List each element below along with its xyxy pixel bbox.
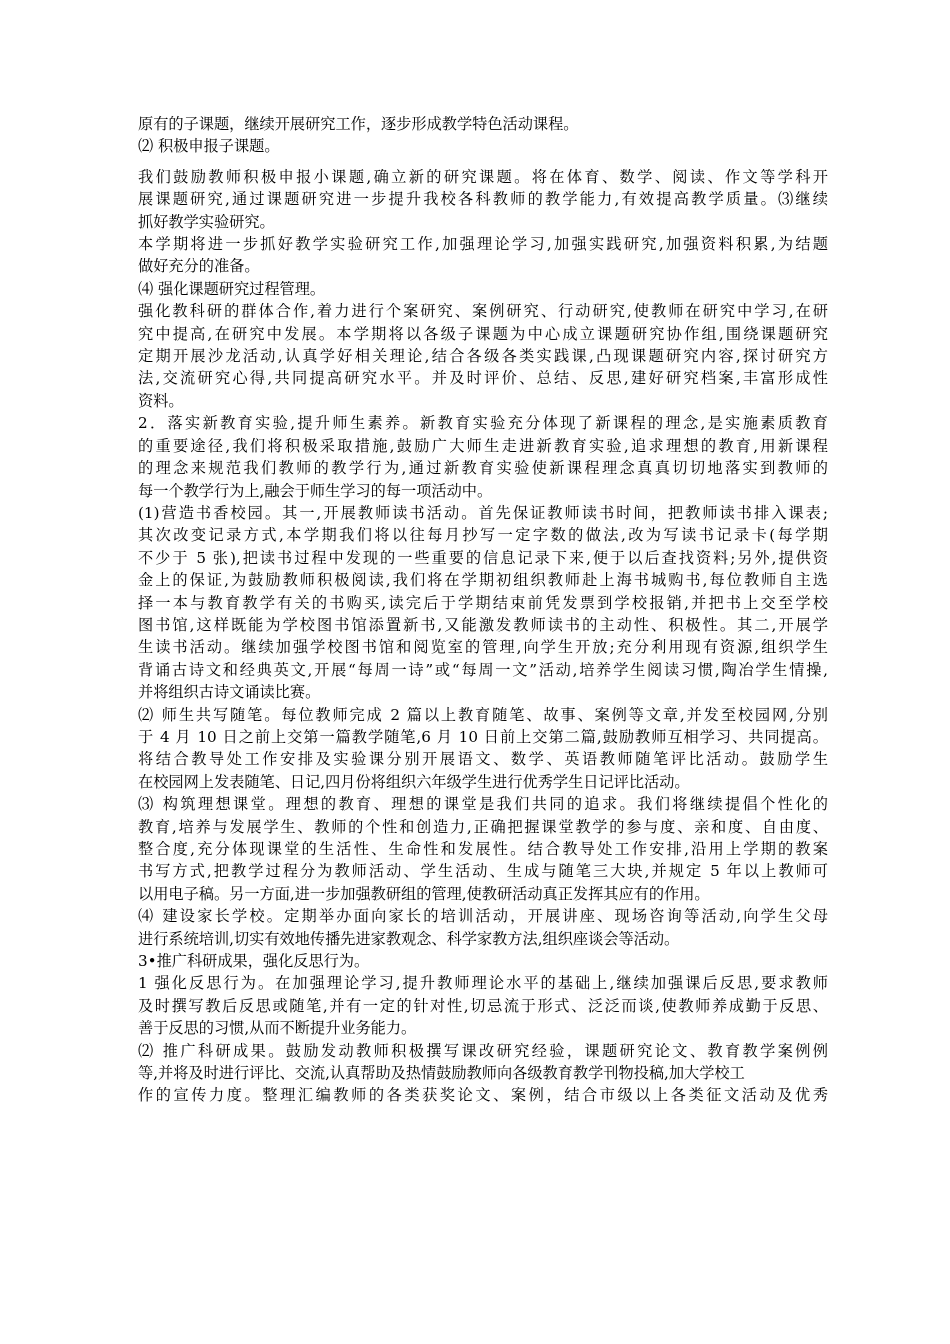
text-line: 法,交流研究心得,共同提高研究水平。并及时评价、总结、反思,建好研究档案,丰富形成性 [138,369,828,388]
text-line: 进行系统培训,切实有效地传播先进家教观念、科学家教方法,组织座谈会等活动。 [138,929,680,948]
text-line: 2．落实新教育实验,提升师生素养。新教育实验充分体现了新课程的理念,是实施素质教育 [138,414,828,433]
text-line: 强化教科研的群体合作,着力进行个案研究、案例研究、行动研究,使教师在研究中学习,在研 [138,302,828,321]
text-line: 的理念来规范我们教师的教学行为,通过新教育实验使新课程理念真真切切地落实到教师的 [138,459,828,478]
text-line: 定期开展沙龙活动,认真学好相关理论,结合各级各类实践课,凸现课题研究内容,探讨研究方 [138,347,828,366]
text-line: 将结合教导处工作安排及实验课分别开展语文、数学、英语教师随笔评比活动。鼓励学生 [138,750,828,769]
text-line: 做好充分的准备。 [138,257,260,276]
text-line: 资料。 [138,391,184,410]
paragraph-gap [138,158,828,166]
text-line: (1)营造书香校园。其一,开展教师读书活动。首先保证教师读书时间，把教师读书排入课表; [138,503,828,522]
text-line: 教育,培养与发展学生、教师的个性和创造力,正确把握课堂教学的参与度、亲和度、自由度、 [138,817,828,836]
text-line: ⑵ 推广科研成果。鼓励发动教师积极撰写课改研究经验，课题研究论文、教育教学案例例 [138,1041,828,1060]
text-line: ⑷ 建设家长学校。定期举办面向家长的培训活动，开展讲座、现场咨询等活动,向学生父母 [138,907,828,926]
text-line: 整合度,充分体现课堂的生活性、生命性和发展性。结合教导处工作安排,沿用上学期的教案 [138,840,828,858]
text-line: 的重要途径,我们将积极采取措施,鼓励广大师生走进新教育实验,追求理想的教育,用新课程 [138,436,828,455]
text-line: 书写方式,把教学过程分为教师活动、学生活动、生成与随笔三大块,并规定 5 年以上教师可 [138,862,828,881]
text-line: 每一个教学行为上,融会于师生学习的每一项活动中。 [138,481,493,500]
text-line: 究中提高,在研究中发展。本学期将以各级子课题为中心成立课题研究协作组,围绕课题研究 [138,324,828,343]
text-line: 及时撰写教后反思或随笔,并有一定的针对性,切忌流于形式、泛泛而谈,使教师养成勤于反思、 [138,996,828,1015]
text-line: ⑵ 积极申报子课题。 [138,137,280,156]
text-line: 在校园网上发表随笔、日记,四月份将组织六年级学生进行优秀学生日记评比活动。 [138,772,690,791]
document-body [138,113,828,1107]
text-line: ⑶ 构筑理想课堂。理想的教育、理想的课堂是我们共同的追求。我们将继续提倡个性化的 [138,795,828,814]
text-line: ⑷ 强化课题研究过程管理。 [138,279,326,298]
text-line: 我们鼓励教师积极申报小课题,确立新的研究课题。将在体育、数学、阅读、作文等学科开 [138,167,828,186]
text-line: 生读书活动。继续加强学校图书馆和阅览室的管理,向学生开放;充分利用现有资源,组织学生 [138,638,828,657]
text-line: 不少于 5 张),把读书过程中发现的一些重要的信息记录下来,便于以后查找资料;另外,提供资 [138,548,828,567]
text-line: 抓好教学实验研究。 [138,212,275,231]
text-line: 原有的子课题，继续开展研究工作，逐步形成教学特色活动课程。 [138,115,579,133]
text-line: 作的宣传力度。整理汇编教师的各类获奖论文、案例，结合市级以上各类征文活动及优秀 [138,1086,828,1105]
text-line: 择一本与教育教学有关的书购买,读完后于学期结束前凭发票到学校报销,并把书上交至学校 [138,593,828,612]
text-line: 本学期将进一步抓好教学实验研究工作,加强理论学习,加强实践研究,加强资料积累,为结题 [138,235,828,254]
text-line: 并将组织古诗文诵读比赛。 [138,683,321,702]
text-line: 等,并将及时进行评比、交流,认真帮助及热情鼓励教师向各级教育教学刊物投稿,加大学校工 [138,1064,745,1083]
text-line: 善于反思的习惯,从而不断提升业务能力。 [138,1019,417,1038]
text-line: 3•推广科研成果，强化反思行为。 [138,952,370,971]
text-line: 展课题研究,通过课题研究进一步提升我校各科教师的教学能力,有效提高教学质量。⑶继续 [138,190,828,209]
text-line: 1 强化反思行为。在加强理论学习,提升教师理论水平的基础上,继续加强课后反思,要求教师 [138,974,828,993]
text-line: 以用电子稿。另一方面,进一步加强教研组的管理,使教研活动真正发挥其应有的作用。 [138,884,710,903]
text-line: ⑵ 师生共写随笔。每位教师完成 2 篇以上教育随笔、故事、案例等文章,并发至校园网,分别 [138,705,828,724]
text-line: 金上的保证,为鼓励教师积极阅读,我们将在学期初组织教师赴上海书城购书,每位教师自主选 [138,571,828,590]
text-line: 图书馆,这样既能为学校图书馆添置新书,又能激发教师读书的主动性、积极性。其二,开展学 [138,615,828,634]
text-line: 于 4 月 10 日之前上交第一篇教学随笔,6 月 10 日前上交第二篇,鼓励教师互相学习、共同提高。 [138,727,828,746]
text-line: 其次改变记录方式,本学期我们将以往每月抄写一定字数的做法,改为写读书记录卡(每学期 [138,526,828,545]
text-line: 背诵古诗文和经典英文,开展“每周一诗”或“每周一文”活动,培养学生阅读习惯,陶冶学生情操, [138,660,828,679]
